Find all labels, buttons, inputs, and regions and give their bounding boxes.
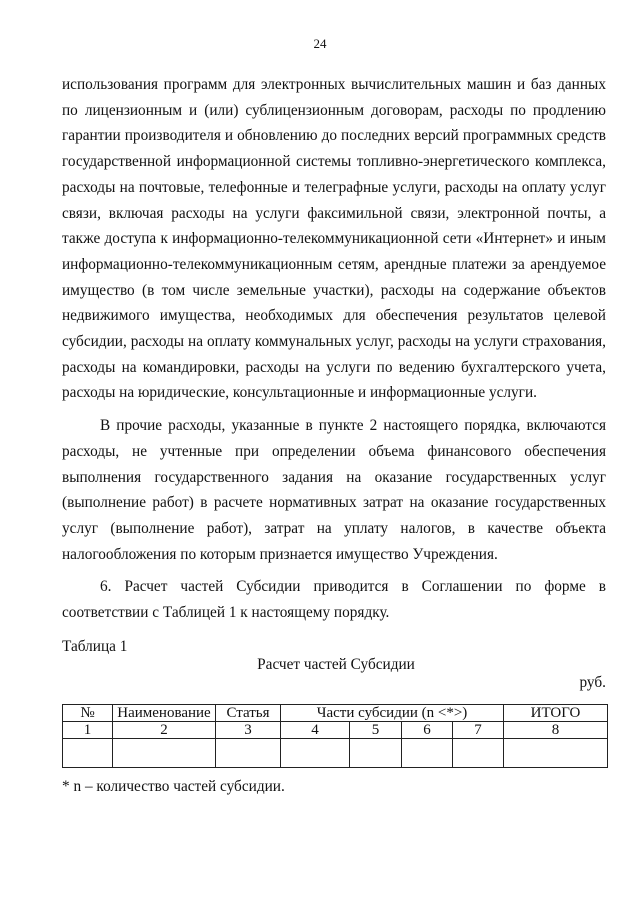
- table-cell: [350, 739, 402, 768]
- table-index-row: [63, 722, 608, 739]
- table-cell: [216, 739, 281, 768]
- table-label: Таблица 1: [62, 638, 128, 655]
- footnote: * n – количество частей субсидии.: [62, 778, 285, 795]
- document-body: [62, 72, 606, 626]
- table-cell: 6: [402, 722, 453, 739]
- table-cell: [113, 739, 216, 768]
- paragraph-item-6: 6. Расчет частей Субсидии приводится в Соглашении по форме в соответствии с Таблицей 1 к настоящему порядку.: [62, 578, 606, 622]
- table-cell: [453, 739, 504, 768]
- table-cell: 7: [453, 722, 504, 739]
- table-cell: 8: [504, 722, 608, 739]
- table-title-text: Расчет частей Субсидии: [257, 656, 415, 673]
- paragraph-continued: использования программ для электронных вычислительных машин и баз данных по лицензионным и (или) сублицензионным договорам, расходы по продлению гарантии производителя и обновлению до последних версий программных средств государственной информационной системы топливно-энергетического комплекса, расходы на почтовые, телефонные и телеграфные услуги, расходы на оплату услуг связи, включая расходы на услуги факсимильной связи, электронной почты, а также доступа к информационно-телекоммуникационной сети «Интернет» и иным информационно-телекоммуникационным сетям, арендные платежи за арендуемое имущество (в том числе земельные участки), расходы на содержание объектов недвижимого имущества, необходимых для обеспечения результатов целевой субсидии, расходы на оплату коммунальных услуг, расходы на услуги страхования, расходы на командировки, расходы на услуги по ведению бухгалтерского учета, расходы на юридические, консультационные и информационные услуги.: [62, 76, 606, 402]
- table-empty-row: [63, 739, 608, 768]
- table-title: [0, 656, 640, 674]
- table-header-row: [63, 705, 608, 722]
- header-name: Наименование: [113, 705, 216, 722]
- subsidy-table: [62, 704, 608, 768]
- table-cell: 5: [350, 722, 402, 739]
- table-cell: [402, 739, 453, 768]
- header-article: Статья: [216, 705, 281, 722]
- table-cell: [281, 739, 350, 768]
- header-total: ИТОГО: [504, 705, 608, 722]
- page-number: 24: [313, 36, 327, 51]
- paragraph-other-expenses: В прочие расходы, указанные в пункте 2 настоящего порядка, включаются расходы, не учтенные при определении объема финансового обеспечения выполнения государственного задания на оказание государственных услуг (выполнение работ) в расчете нормативных затрат на оказание государственных услуг (выполнение работ), затрат на уплату налогов, в качестве объекта налогообложения по которым признается имущество Учреждения.: [62, 417, 606, 563]
- table-cell: 1: [63, 722, 113, 739]
- table-cell: [504, 739, 608, 768]
- table-cell: [63, 739, 113, 768]
- table-unit: руб.: [579, 674, 606, 691]
- table-cell: 3: [216, 722, 281, 739]
- header-parts: Части субсидии (n <*>): [281, 705, 504, 722]
- header-num: №: [63, 705, 113, 722]
- table-cell: 4: [281, 722, 350, 739]
- table-cell: 2: [113, 722, 216, 739]
